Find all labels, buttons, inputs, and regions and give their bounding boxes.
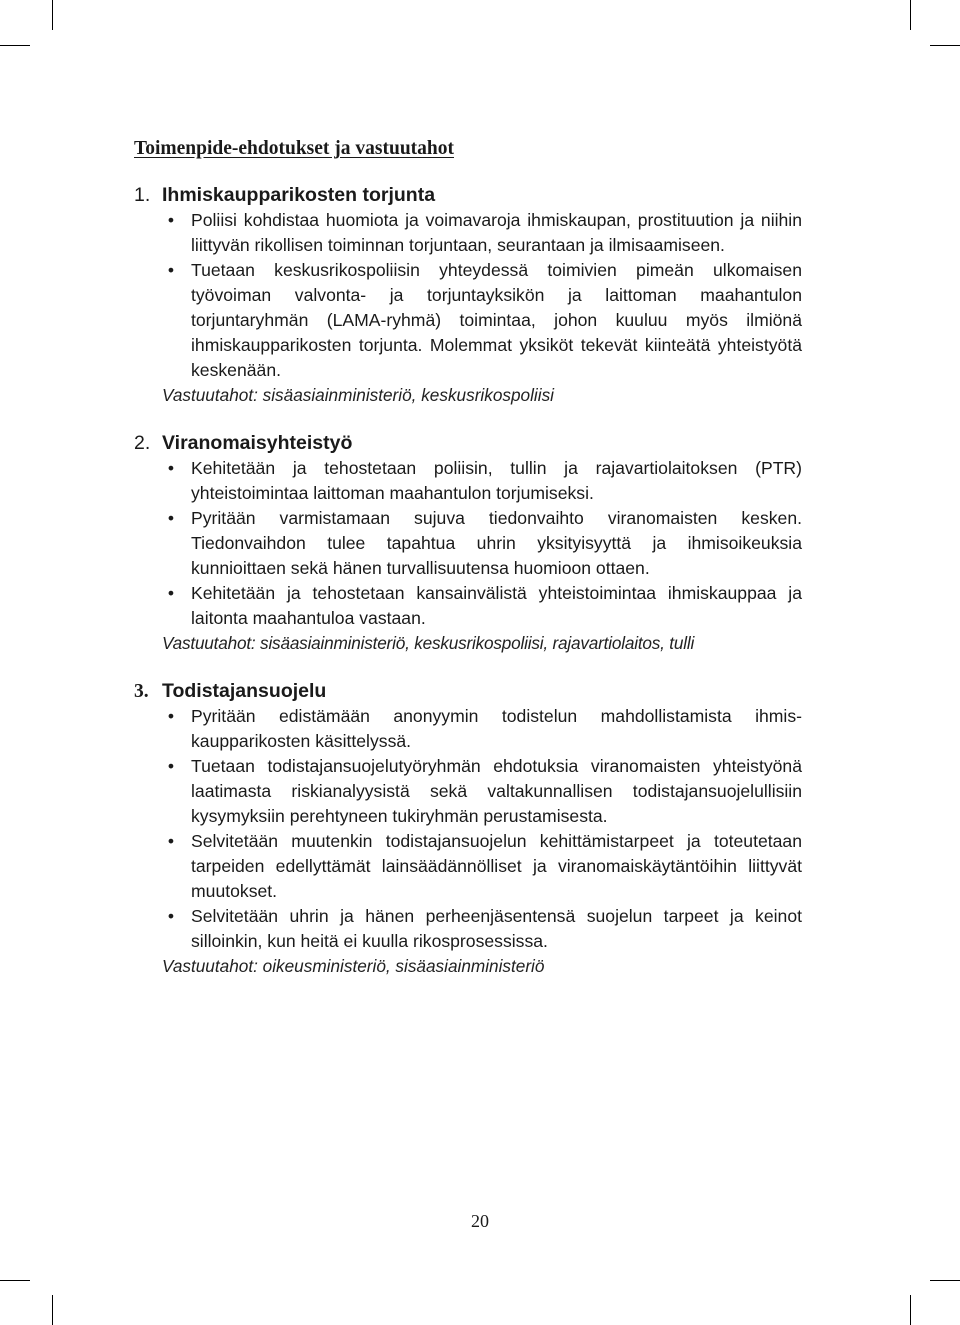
section-number: 3. [134,681,149,702]
responsible-parties: Vastuutahot: sisäasiainministeriö, keskusrikospoliisi [162,385,554,405]
bullet-list [134,208,802,383]
bullet-icon: • [167,906,175,926]
list-item-text: Selvitetään uhrin ja hänen perheenjäsentensä suojelun tarpeet ja keinot silloinkin, kun heitä ei kuulla rikosprosessissa. [191,906,802,951]
list-item [134,208,802,258]
crop-mark [930,1280,960,1281]
page-content [134,136,802,1002]
bullet-list [134,456,802,631]
list-item [134,258,802,383]
list-item [134,754,802,829]
section-1 [134,183,802,408]
bullet-icon: • [167,210,175,230]
section-3 [134,679,802,979]
section-heading [134,679,802,704]
crop-mark [52,1295,53,1325]
bullet-icon: • [167,706,175,726]
list-item-text: Selvitetään muutenkin todistajansuojelun kehittämistarpeet ja toteutetaan tarpeiden edellyttämät lainsäädännölliset ja viranomaiskäytäntöihin liittyvät muutokset. [191,831,802,901]
bullet-icon: • [167,508,175,528]
bullet-icon: • [167,583,175,603]
bullet-icon: • [167,260,175,280]
list-item [134,829,802,904]
list-item-text: Tuetaan todistajansuojelutyöryhmän ehdotuksia viranomaisten yhteistyönä laatimasta riskianalyysistä sekä valtakunnallisen todistajansuojelullisiin kysymyksiin perehtyneen tukiryhmän perustamisesta. [191,756,802,826]
list-item-text: Tuetaan keskusrikospoliisin yhteydessä toimivien pimeän ulkomaisen työvoiman valvonta- ja torjuntayksikön ja laittoman maahantulon torjuntaryhmän (LAMA-ryhmä) toimintaa, johon kuuluu myös ilmiönä ihmiskaupparikosten torjunta. Molemmat yksiköt tekevät kiinteätä yhteistyötä keskenään. [191,260,802,380]
section-title: Todistajansuojelu [162,680,327,702]
crop-mark [0,45,30,46]
crop-mark [0,1280,30,1281]
list-item [134,456,802,506]
list-item [134,904,802,954]
crop-mark [52,0,53,30]
bullet-icon: • [167,756,175,776]
list-item [134,506,802,581]
section-heading [134,431,802,456]
crop-mark [910,1295,911,1325]
bullet-list [134,704,802,954]
section-heading [134,183,802,208]
page-title: Toimenpide-ehdotukset ja vastuutahot [134,138,454,159]
list-item-text: Pyritään varmistamaan sujuva tiedonvaihto viranomaisten kesken. Tiedonvaihdon tulee tapahtua uhrin yksityisyyttä ja ihmisoikeuksia kunnioittaen sekä hänen turvallisuutensa huomioon ottaen. [191,508,802,578]
list-item-text: Poliisi kohdistaa huomiota ja voimavaroja ihmiskaupan, prostituution ja niihin liittyvän rikollisen toiminnan torjuntaan, seurantaan ja ilmisaamiseen. [191,210,802,255]
list-item-text: Kehitetään ja tehostetaan kansainvälistä yhteistoimintaa ihmiskauppaa ja laitonta maahantuloa vastaan. [191,583,802,628]
section-title: Ihmiskaupparikosten torjunta [162,184,436,206]
list-item-text: Pyritään edistämään anonyymin todistelun mahdollistamista ihmiskaupparikosten käsittelyssä. [191,706,802,751]
section-title: Viranomaisyhteistyö [162,432,353,454]
list-item-text: Kehitetään ja tehostetaan poliisin, tullin ja rajavartiolaitoksen (PTR) yhteistoimintaa laittoman maahantulon torjumiseksi. [191,458,802,503]
crop-mark [930,45,960,46]
responsible-parties: Vastuutahot: sisäasiainministeriö, keskusrikospoliisi, rajavartiolaitos, tulli [162,633,695,653]
section-2 [134,431,802,656]
section-number: 2. [134,432,151,454]
list-item [134,704,802,754]
section-number: 1. [134,184,151,206]
bullet-icon: • [167,458,175,478]
responsible-parties: Vastuutahot: oikeusministeriö, sisäasiainministeriö [162,956,545,976]
crop-mark [910,0,911,30]
list-item [134,581,802,631]
page-number: 20 [471,1211,489,1231]
bullet-icon: • [167,831,175,851]
